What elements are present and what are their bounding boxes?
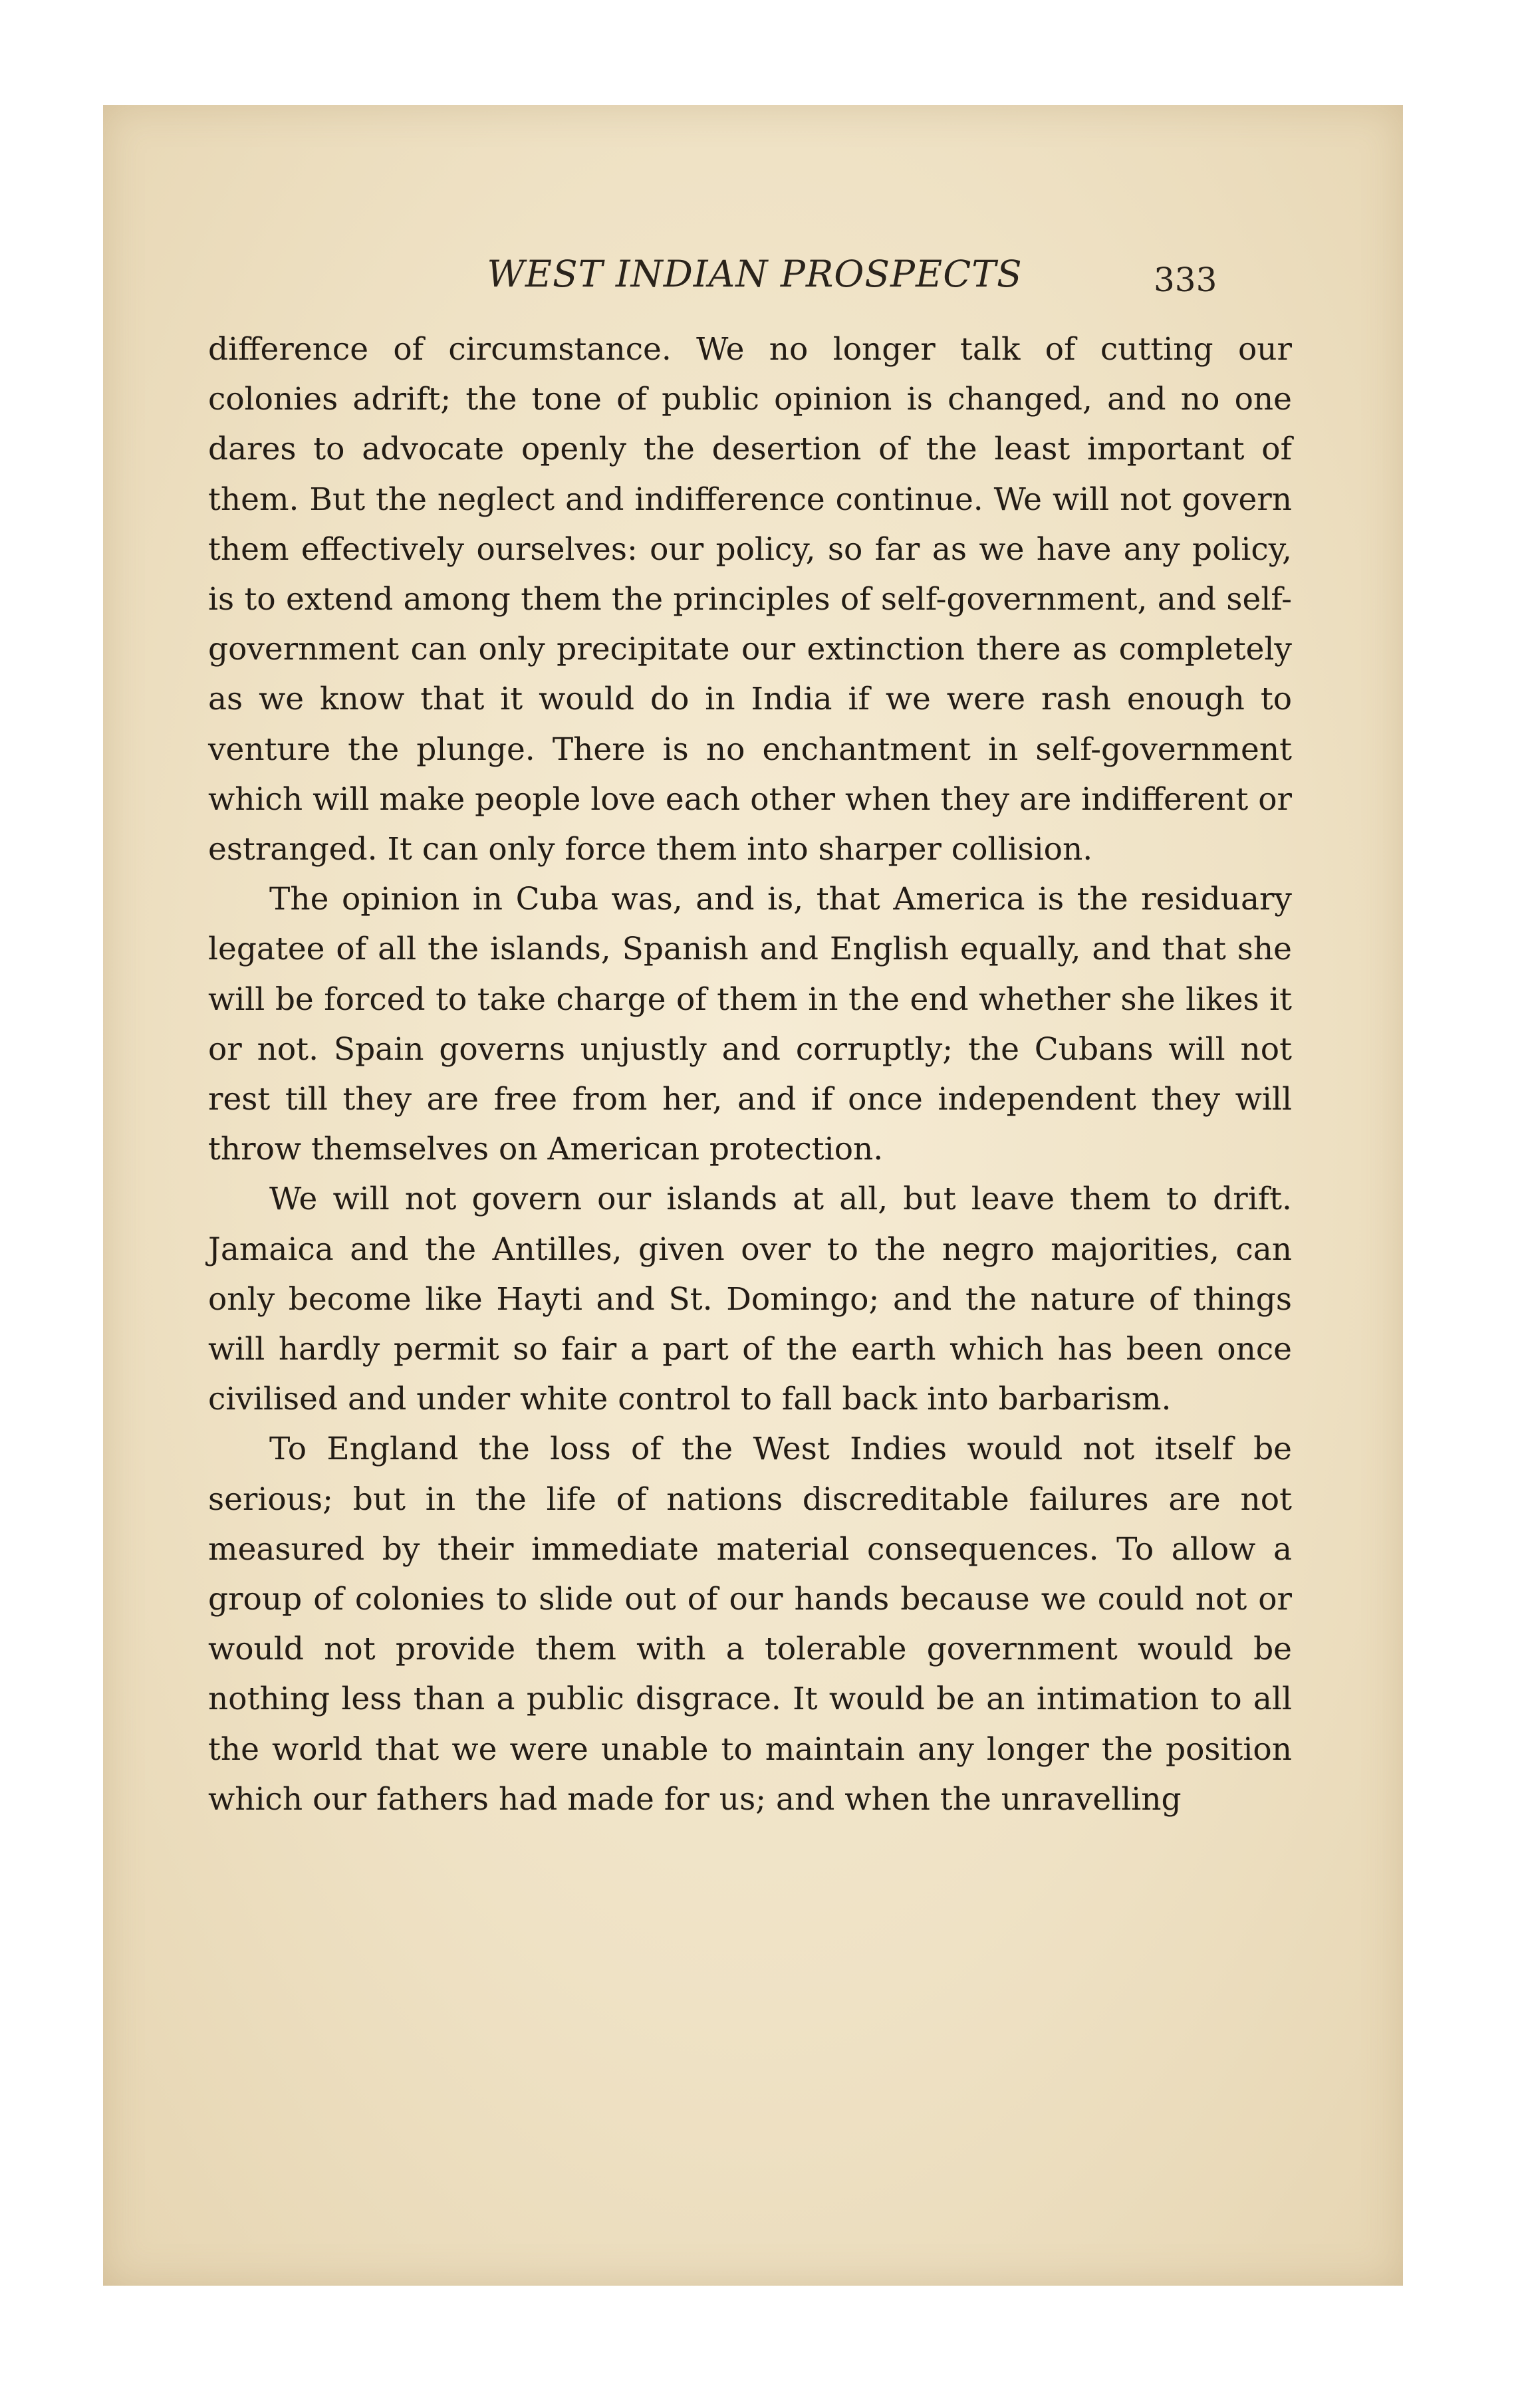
paragraph-4: To England the loss of the West Indies would not itself be serious; but in the life of nations discreditable failures are not measured by their immediate material consequences. To allow a group of colonies to slide out of our hands because we could not or would not provide them with a tolerable government would be nothing less than a public disgrace. It would be an intimation to all the world that we were unable to maintain any longer the position which our fathers had made for us; and when the unravelling [208, 1431, 1292, 1818]
paragraph-3: We will not govern our islands at all, but leave them to drift. Jamaica and the Antilles, given over to the negro majorities, can only become like Hayti and St. Domingo; and the nature of things will hardly permit so fair a part of the earth which has been once civilised and under white control to fall back into barbarism. [208, 1181, 1292, 1418]
page-number: 333 [1154, 261, 1217, 299]
book-page [103, 105, 1403, 2286]
paragraph-2: The opinion in Cuba was, and is, that America is the residuary legatee of all the islands, Spanish and English equally, and that she will be forced to take charge of them in the end whether she likes it or not. Spain governs unjustly and corruptly; the Cubans will not rest till they are free from her, and if once independent they will throw themselves on American protection. [208, 881, 1292, 1168]
body-text [208, 324, 1292, 1824]
page-header [103, 253, 1403, 312]
paragraph-1: difference of circumstance. We no longer talk of cutting our colonies adrift; the tone of public opinion is changed, and no one dares to advocate openly the desertion of the least important of them. But the neglect and indifference continue. We will not govern them effectively ourselves: our policy, so far as we have any policy, is to extend among them the principles of self-government, and self-government can only precipitate our extinction there as completely as we know that it would do in India if we were rash enough to venture the plunge. There is no enchantment in self-government which will make people love each other when they are indifferent or estranged. It can only force them into sharper collision. [208, 331, 1292, 868]
running-title: WEST INDIAN PROSPECTS [487, 253, 1023, 295]
